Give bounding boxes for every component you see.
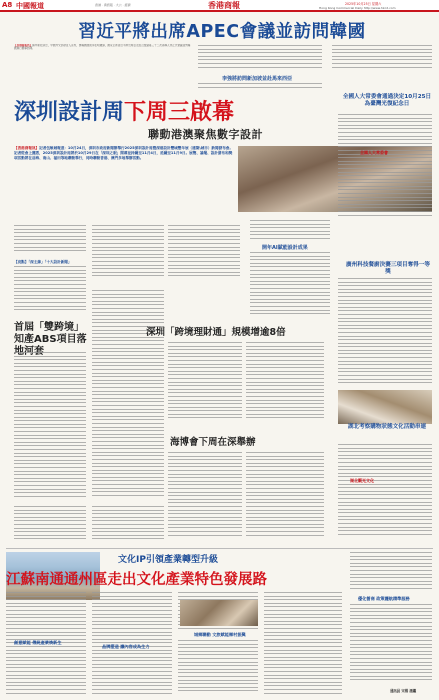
- main-lead-box: [14, 146, 234, 220]
- main-col-1a: [14, 225, 86, 257]
- masthead-date: 2025年10月25日 星期六: [345, 2, 382, 6]
- hubei-subhead: 湖北觀光文化: [350, 478, 374, 483]
- main-lead-body: 記者伍敏城報道：10月24日，深圳市政府新聞辦舉行2025深圳設計周暨深港設計雙城雙年展（建築\城市）新聞發布會。記者從會上獲悉，2025深圳設計周將於10月29日在「深圳之眼」開幕並持續至11月4日，延續至11月9日。展覽、論壇、設計發布和獎項活動將在前海、南山、福田等地聯動舉行，同時聯動香港、澳門多地舉辦活動。: [14, 146, 233, 160]
- tech-col: [338, 278, 432, 388]
- bottom-sub-1: 創意賦能 傳統產業煥新生: [14, 640, 62, 645]
- main-col-3a: [168, 225, 240, 285]
- abs-col-1b: [14, 506, 86, 542]
- section-name: 中國報道: [16, 2, 44, 10]
- top-lead-body: 據中新社消息，中國外交部發言人宣布，應韓國總統李在明邀請，國家主席習近平將出席亞太經合組織第三十二次領導人非正式會議並對韓國進行國事訪問。: [14, 44, 191, 51]
- bottom-byline: 通訊員 宋楊 潘繼: [390, 689, 417, 693]
- bottom-col-3b: [178, 640, 258, 696]
- top-text-col-2b: [198, 83, 322, 91]
- main-lead-label: 【香港商報訊】: [14, 146, 40, 150]
- top-headline: 習近平將出席APEC會議並訪問韓國: [78, 22, 366, 42]
- bottom-col-4: [264, 592, 342, 696]
- masthead-nav: 香港 · 資訊報 · 大公 · 經濟: [95, 3, 131, 7]
- top-text-col-3: [332, 45, 432, 73]
- hubei-headline: 湖北考察購物狀態文化活動串連: [347, 424, 427, 430]
- hubei-col: [338, 444, 432, 542]
- page-label: A8: [2, 1, 13, 9]
- main-subsection-1: 【亮點】「深主線」「十大設計新聞」: [14, 260, 72, 264]
- abs-col-1: [14, 352, 86, 502]
- bottom-divider: [6, 548, 433, 549]
- main-headline-part1: 深圳設計周: [14, 100, 125, 125]
- bottom-sub-2: 品牌塑造 讓內容成為生力: [102, 644, 150, 649]
- top-side-subhead: 李強將訪問新加坡並赴馬來西亞: [222, 76, 293, 82]
- right-col-1a: [250, 220, 330, 244]
- abs-headline: 首屆「雙跨境」知產ABS項目落: [14, 322, 87, 345]
- bottom-col-5b: [350, 604, 432, 684]
- npc-col: [338, 114, 432, 219]
- expo-col-2: [246, 452, 324, 542]
- wealth-headline: 深圳「跨境理財通」規模增逾8倍: [146, 327, 286, 338]
- bottom-col-5: [350, 552, 432, 592]
- main-subheadline: 聯動港澳聚焦數字設計: [148, 128, 263, 141]
- abs-col-2: [92, 290, 164, 502]
- masthead-site: Hong Kong Commercial Daily http://www.hkcd.com: [319, 6, 396, 10]
- main-col-2a: [92, 225, 164, 285]
- bottom-sub-3: 城鄉聯動 文旅賦能鄉村振興: [194, 632, 246, 637]
- top-lead-text: [14, 44, 192, 70]
- wealth-col-2: [246, 342, 324, 422]
- top-lead-label: 【香港商報訊】: [14, 44, 33, 47]
- top-text-col-2: [198, 45, 322, 73]
- bottom-right-subhead: 優化營商 政策護航精準服務: [358, 596, 410, 601]
- brand-logo: 香港商報: [208, 0, 240, 10]
- ai-subhead: 開年AI賦能設計成果: [262, 245, 308, 251]
- main-col-1b: [14, 266, 86, 318]
- expo-headline: 海博會下周在深舉辦: [170, 437, 256, 448]
- wealth-col-1: [168, 342, 242, 422]
- expo-col-1: [168, 452, 242, 542]
- main-headline: [14, 95, 317, 125]
- nantong-photo-2: [180, 600, 258, 626]
- bottom-kicker: 文化IP引領產業轉型升級: [118, 555, 218, 565]
- expo-col-0: [92, 506, 164, 542]
- bottom-headline: 江蘇南通通州區走出文化產業特色發展路: [6, 572, 267, 588]
- npc-headline: 全國人大常委會通過決定10月25日為臺灣光復紀念日: [342, 94, 432, 107]
- tech-headline: 廣州科技餐廚決賽三項目奪得一等獎: [346, 262, 430, 275]
- right-col-1b: [250, 252, 330, 318]
- main-headline-part2: 下周三啟幕: [124, 100, 235, 125]
- tech-photo: [338, 390, 432, 424]
- npc-subhead: 全國人大常委會: [360, 150, 388, 155]
